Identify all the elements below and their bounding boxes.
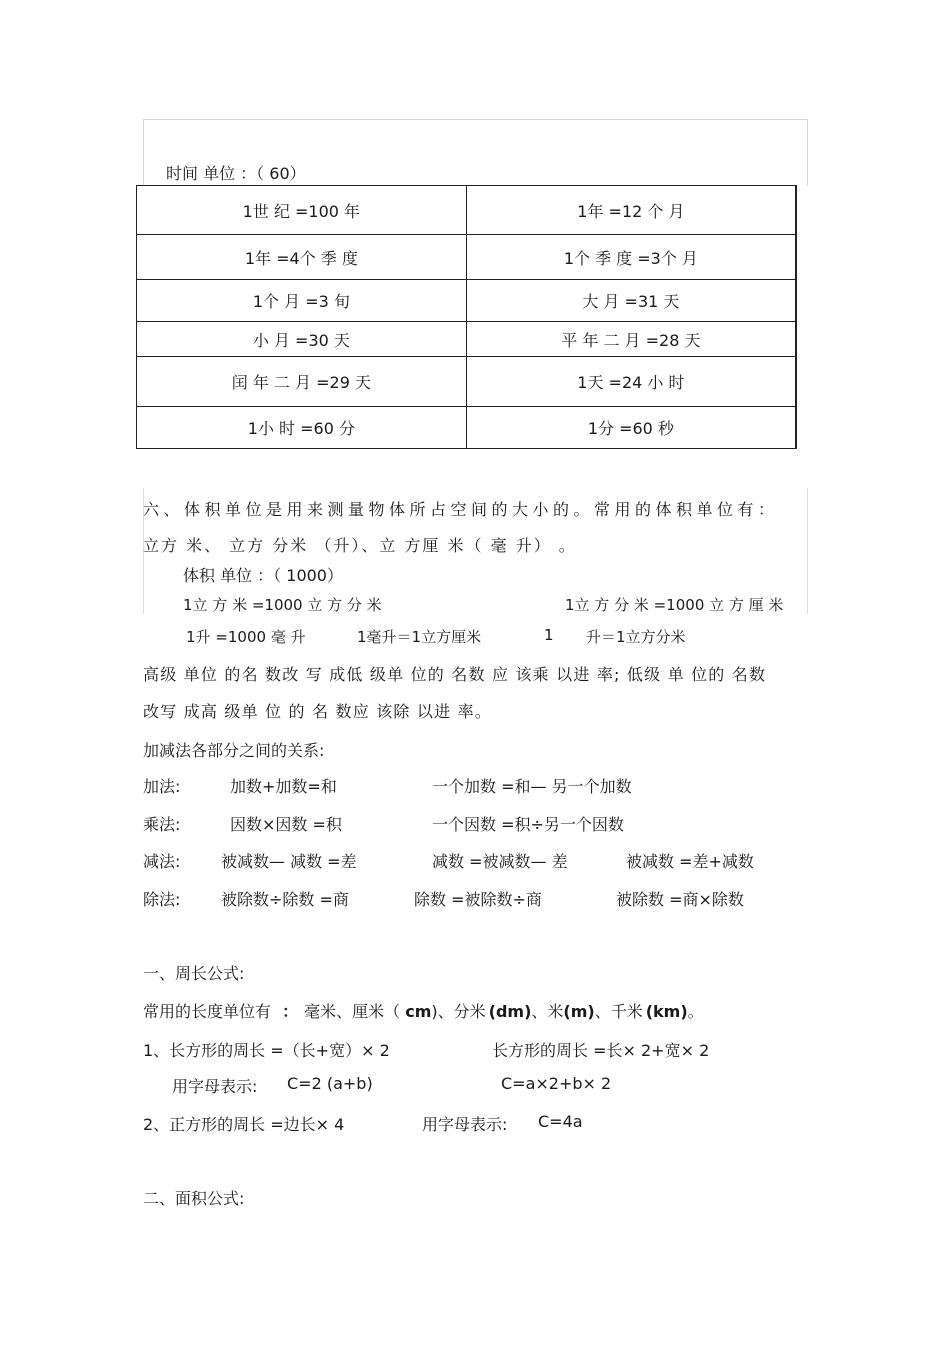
table-cell: 1世 纪 =100 年 bbox=[137, 186, 467, 235]
table-row bbox=[137, 407, 797, 449]
table-cell: 1分 =60 秒 bbox=[466, 407, 796, 449]
volume-conversion-3: 1升 =1000 毫 升 bbox=[186, 628, 306, 646]
length-unit-cm: cm bbox=[405, 1002, 432, 1021]
length-unit-km: (km) bbox=[645, 1002, 688, 1021]
table-cell: 1个 月 =3 旬 bbox=[137, 280, 467, 322]
square-letters-formula: C=4a bbox=[538, 1112, 583, 1131]
length-units-prefix: 常用的长度单位有 bbox=[143, 1002, 272, 1021]
ops-mul-formula: 因数×因数 =积 bbox=[230, 815, 342, 834]
table-row bbox=[137, 357, 797, 407]
conversion-rule-line2: 改写 成高 级单 位 的 名 数应 该除 以进 率。 bbox=[143, 702, 492, 721]
table-row bbox=[137, 322, 797, 357]
table-cell: 1年 =4个 季 度 bbox=[137, 235, 467, 280]
table-cell: 1年 =12 个 月 bbox=[466, 186, 796, 235]
length-unit-dm: (dm) bbox=[488, 1002, 532, 1021]
length-units-text-a: 毫米、厘米（ bbox=[304, 1002, 401, 1021]
ops-sub-inverse: 减数 =被减数— 差 bbox=[432, 852, 568, 871]
area-heading: 二、面积公式: bbox=[143, 1189, 245, 1208]
rectangle-letters-formula1: C=2 (a+b) bbox=[287, 1074, 373, 1093]
length-unit-m: (m) bbox=[563, 1002, 595, 1021]
table-cell: 平 年 二 月 =28 天 bbox=[466, 322, 796, 357]
volume-conversion-4: 1毫升＝1立方厘米 bbox=[357, 628, 482, 646]
volume-conversion-1: 1立 方 米 =1000 立 方 分 米 bbox=[183, 596, 382, 614]
conversion-rule-line1: 高级 单位 的名 数改 写 成低 级单 位的 名数 应 该乘 以进 率; 低级 单 位的 名数 bbox=[143, 665, 767, 684]
table-cell: 闰 年 二 月 =29 天 bbox=[137, 357, 467, 407]
length-units-line bbox=[143, 999, 704, 1022]
volume-conversion-2: 1立 方 分 米 =1000 立 方 厘 米 bbox=[565, 596, 784, 614]
time-units-title: 时间 单位 ：（ 60） bbox=[166, 164, 306, 183]
ops-label-sub: 减法: bbox=[143, 852, 181, 871]
ops-sub-formula: 被减数— 减数 =差 bbox=[221, 852, 357, 871]
ops-label-add: 加法: bbox=[143, 777, 181, 796]
ops-label-div: 除法: bbox=[143, 890, 181, 909]
volume-intro-line1: 六、体积单位是用来测量物体所占空间的大小的。常用的体积单位有： bbox=[143, 500, 779, 519]
ops-div-inverse2: 被除数 =商×除数 bbox=[616, 890, 744, 909]
ops-mul-inverse: 一个因数 =积÷另一个因数 bbox=[432, 815, 624, 834]
square-perimeter-formula: 2、正方形的周长 =边长× 4 bbox=[143, 1115, 345, 1134]
square-letters-label: 用字母表示: bbox=[422, 1115, 508, 1134]
table-row bbox=[137, 235, 797, 280]
ops-title: 加减法各部分之间的关系: bbox=[143, 741, 325, 760]
rectangle-perimeter-formula: 1、长方形的周长 =（长+宽）× 2 bbox=[143, 1041, 390, 1060]
volume-rate-label: 体积 单位 ：（ 1000） bbox=[183, 566, 343, 585]
length-units-text-b: )、分米 bbox=[431, 1002, 486, 1021]
ops-div-inverse: 除数 =被除数÷商 bbox=[414, 890, 542, 909]
length-units-text-c: 、米 bbox=[531, 1002, 564, 1021]
ops-add-formula: 加数+加数=和 bbox=[230, 777, 337, 796]
rectangle-perimeter-formula2: 长方形的周长 =长× 2+宽× 2 bbox=[492, 1041, 710, 1060]
time-units-table bbox=[136, 185, 797, 449]
length-units-colon: ： bbox=[282, 1002, 299, 1021]
volume-intro-line2: 立方 米、 立方 分米 （升）、立 方厘 米（ 毫 升） 。 bbox=[143, 536, 577, 555]
perimeter-heading: 一、周长公式: bbox=[143, 964, 245, 983]
rectangle-letters-label: 用字母表示: bbox=[172, 1077, 258, 1096]
ops-div-formula: 被除数÷除数 =商 bbox=[221, 890, 349, 909]
table-cell: 1天 =24 小 时 bbox=[466, 357, 796, 407]
table-row bbox=[137, 280, 797, 322]
volume-conversion-5a: 1 bbox=[544, 626, 554, 644]
table-cell: 小 月 =30 天 bbox=[137, 322, 467, 357]
ops-label-mul: 乘法: bbox=[143, 815, 181, 834]
table-row bbox=[137, 186, 797, 235]
length-units-text-d: 、千米 bbox=[594, 1002, 643, 1021]
ops-sub-inverse2: 被减数 =差+减数 bbox=[626, 852, 754, 871]
volume-conversion-5b: 升＝1立方分米 bbox=[586, 628, 686, 646]
rectangle-letters-formula2: C=a×2+b× 2 bbox=[501, 1074, 612, 1093]
length-units-end: 。 bbox=[687, 1002, 704, 1021]
table-cell: 1小 时 =60 分 bbox=[137, 407, 467, 449]
table-cell: 大 月 =31 天 bbox=[466, 280, 796, 322]
ops-add-inverse: 一个加数 =和— 另一个加数 bbox=[432, 777, 632, 796]
table-cell: 1个 季 度 =3个 月 bbox=[466, 235, 796, 280]
